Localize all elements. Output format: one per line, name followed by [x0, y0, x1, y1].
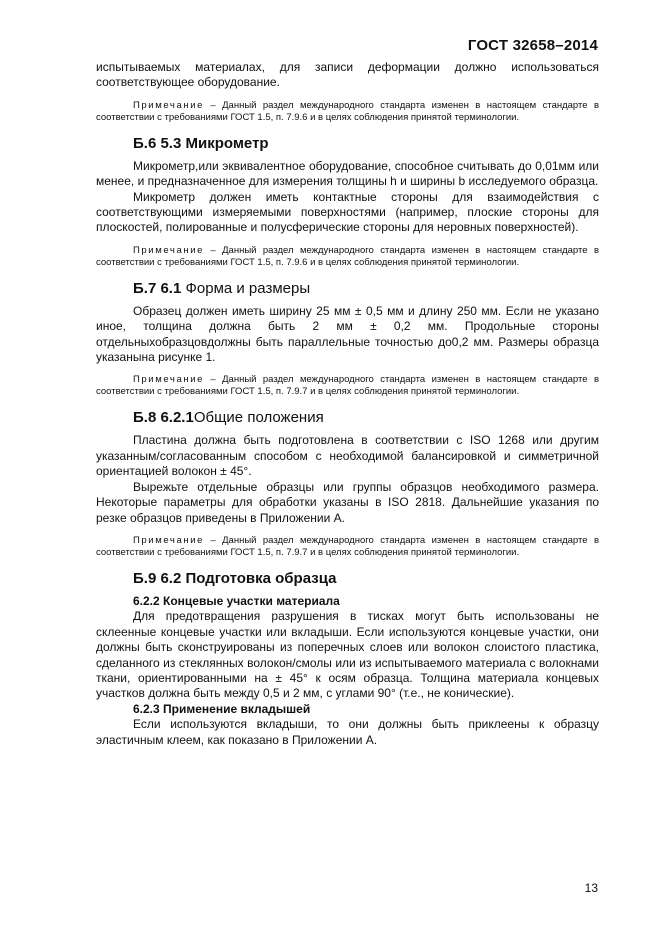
note-label: Примечание — [133, 244, 204, 256]
section-heading-b7 — [96, 279, 599, 298]
b6-paragraph-2: Микрометр должен иметь контактные стороны для взаимодействия с соответствующими измеряемыми поверхностями (например, плоские стороны для плоскостей, полированные и полусферические стороны для неровных поверхностей). — [96, 189, 599, 235]
note-dash: – — [204, 374, 223, 386]
b7-paragraph-1: Образец должен иметь ширину 25 мм ± 0,5 мм и длину 250 мм. Если не указано иное, толщина должна быть 2 мм ± 0,2 мм. Продольные стороны отдельныхобразцовдолжны быть параллельные точностью до0,2 мм. Размеры образца указанына рисунке 1. — [96, 303, 599, 365]
note-label: Примечание — [133, 534, 204, 546]
note-3 — [96, 374, 599, 398]
note-text: Данный раздел международного стандарта изменен в настоящем стандарте в соответствии с требованиями ГОСТ 1.5, п. 7.9.7 и в целях соблюдения принятой терминологии. — [96, 374, 599, 398]
note-dash: – — [204, 244, 223, 256]
note-dash: – — [204, 99, 223, 111]
page-number: 13 — [584, 881, 598, 895]
note-text: Данный раздел международного стандарта изменен в настоящем стандарте в соответствии с требованиями ГОСТ 1.5, п. 7.9.6 и в целях соблюдения принятой терминологии. — [96, 244, 599, 268]
note-4 — [96, 535, 599, 559]
heading-number: Б.8 6.2.1 — [133, 409, 194, 427]
note-text: Данный раздел международного стандарта изменен в настоящем стандарте в соответствии с требованиями ГОСТ 1.5, п. 7.9.6 и в целях соблюдения принятой терминологии. — [96, 99, 599, 123]
section-heading-b6: Б.6 5.3 Микрометр — [133, 134, 269, 152]
note-text: Данный раздел международного стандарта изменен в настоящем стандарте в соответствии с требованиями ГОСТ 1.5, п. 7.9.7 и в целях соблюдения принятой терминологии. — [96, 534, 599, 558]
note-label: Примечание — [133, 99, 204, 111]
subsection-6-2-2-text: Для предотвращения разрушения в тисках могут быть использованы не склеенные концевые участки или вкладыши. Если используются концевые участки, они должны быть сконструированы из поперечных слоев или волокон слоистого пластика, сделанного из стеклянных волокон/смолы или из испытываемого материала с волокнами ткани, ориентированными на ± 45° к осям образца. Толщина материала концевых участков должна быть между 0,5 и 2 мм, с углами 90° (т.е., не конические). — [96, 609, 599, 701]
subsection-heading-6-2-2: 6.2.2 Концевые участки материала — [133, 593, 340, 608]
note-2 — [96, 245, 599, 269]
note-1 — [96, 100, 599, 124]
intro-paragraph: испытываемых материалах, для записи деформации должно использоваться соответствующее оборудование. — [96, 60, 599, 90]
subsection-6-2-3-text: Если используются вкладыши, то они должны быть приклеены к образцу эластичным клеем, как показано в Приложении А. — [96, 717, 599, 747]
document-body — [96, 60, 599, 748]
subsection-heading-6-2-3: 6.2.3 Применение вкладышей — [133, 701, 311, 716]
section-heading-b8 — [96, 408, 599, 427]
section-heading-b9: Б.9 6.2 Подготовка образца — [133, 569, 337, 587]
heading-number: Б.7 6.1 — [133, 279, 182, 297]
note-label: Примечание — [133, 374, 204, 386]
document-header: ГОСТ 32658–2014 — [467, 37, 598, 54]
note-dash: – — [204, 534, 223, 546]
heading-title: Форма и размеры — [181, 279, 311, 297]
b8-paragraph-1: Пластина должна быть подготовлена в соответствии с ISO 1268 или другим указанным/согласованным способом с необходимой балансировкой и симметричной ориентацией волокон ± 45°. — [96, 433, 599, 479]
b8-paragraph-2: Вырежьте отдельные образцы или группы образцов необходимого размера. Некоторые параметры для обработки указаны в ISO 2818. Дальнейшие указания по резке образцов приведены в Приложении А. — [96, 479, 599, 525]
heading-title: Общие положения — [193, 409, 324, 427]
b6-paragraph-1: Микрометр,или эквивалентное оборудование, способное считывать до 0,01мм или менее, и предназначенное для измерения толщины h и ширины b исследуемого образца. — [96, 158, 599, 189]
